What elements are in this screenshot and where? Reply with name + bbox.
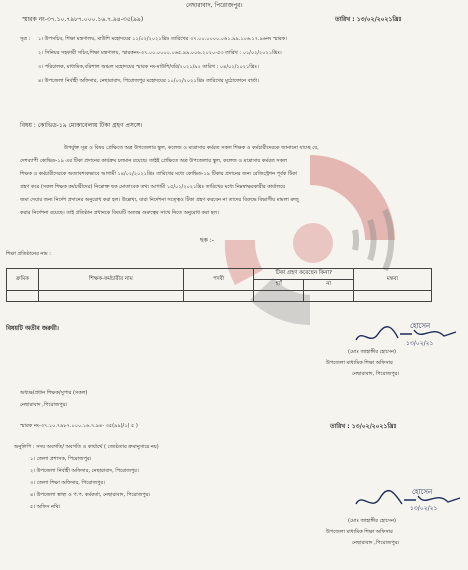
header-place: নেছারাবাদ, পিরোজপুর। — [186, 2, 243, 9]
subject-line: বিষয় : কোভিড-১৯ মোকাবেলায় টিকা গ্রহণ প্রসঙ্গে। — [20, 122, 143, 129]
signature-scribble — [352, 486, 464, 518]
body-line: দেশব্যাপী কোভিড-১৯ এর টিকা প্রদানের কার্যক্রম চলমান রয়েছে। তাইই প্রেক্ষিতে অত্র উপজেলার স্কুল, কলেজ ও মাদ্রাসায় কর্মরত সকল — [20, 158, 287, 164]
signatory-name: (মোঃ জাহাঙ্গীর হোসেন) — [348, 518, 396, 524]
table-cell — [38, 291, 183, 302]
col-vaccine: টিকা গ্রহণ করেছেন কিনা? — [254, 269, 354, 280]
body-line: জমা দেয়ার জন্য নির্দেশ প্রদানের অনুরোধ করা হল। উল্লেখ্য, যারা নির্দেশনা সত্ত্বেও টিকা গ্রহণ করবেন না তাদের বিরুদ্ধে বিভাগীয় মামলা রুজু — [20, 197, 299, 203]
table-title: ছক :- — [200, 237, 214, 244]
signature-handwriting: হোসেন — [412, 488, 433, 496]
table-cell — [254, 291, 304, 302]
copy-item: ২। উপজেলা নির্বাহী অফিসার, নেছারাবাদ, পিরোজপুর। — [30, 468, 139, 474]
reference-item: ৩। পরিচালক, মাধ্যমিক,বরিশাল অঞ্চল মহোদয়ের স্মারক নং-মাউশি/বরি/২০২১/৯২ তারিখ : ০৪/০২/২০২১খ্রিঃ। — [38, 64, 259, 70]
staff-table — [6, 268, 432, 302]
body-line: গ্রহণ করে (সকল শিক্ষক কর্মচারীদের) নিম্নোক্ত ছক মোতাবেক তথ্য আগামী ১৫/০২/২০২১খ্রিঃ তারিখের মধ্যে নিম্নস্বাক্ষরকারীর কার্যালয়ে — [20, 184, 286, 190]
signature-scribble — [352, 320, 462, 352]
memo-ref: স্মারক নং-৩৭.১০.৭৯৮৭.০০০.১৬.৭.৯৪-৩৫(৯৯) — [22, 16, 144, 23]
col-remarks: মন্তব্য — [354, 269, 432, 291]
col-serial: ক্রমিক — [7, 269, 39, 291]
memo-date: তারিখ : ১৩/০২/২০২১খ্রিঃ — [335, 16, 402, 23]
recipient-line: অধ্যক্ষ/প্রধান শিক্ষক/সুপার (সকল) — [20, 390, 88, 396]
signature-date: ১৩/০২/২১ — [406, 340, 434, 347]
copy-item: ৪। উপজেলা স্বাস্থ্য ও প.প. কর্মকর্তা, নেছারাবাদ, পিরোজপুর। — [30, 492, 151, 498]
table-cell — [7, 291, 39, 302]
memo2-date: তারিখ : ১৩/০২/২০২১খ্রিঃ — [330, 423, 397, 430]
recipient-line: নেছারাবাদ ,পিরোজপুর। — [20, 402, 68, 408]
table-cell — [354, 291, 432, 302]
copy-intro: অনুলিপি : সদয় অবগতি/ অবগতি ও কার্যার্থে ( জ্যেষ্ঠতার ক্রমানুসারে নয়) — [14, 444, 159, 450]
copy-item: ৩। জেলা শিক্ষা অফিসার, পিরোজপুর। — [30, 480, 105, 486]
signatory-place: নেছারাবাদ, পিরোজপুর। — [352, 371, 400, 377]
table-row — [7, 291, 432, 302]
body-line: শিক্ষক ও কর্মচারীদেরকে অত্যাবশ্যকভাবে আগামী ১৪/০২/২০২১খ্রিঃ তারিখের মধ্যে কোভিড-১৯ টিকার প্রদানের জন্য রেজিস্ট্রেশন পূর্বক টিকা — [20, 171, 298, 177]
table-header-row — [7, 269, 432, 280]
signatory-place: নেছারাবাদ ,পিরোজপুর। — [352, 540, 400, 546]
col-name: শিক্ষক-কর্মচারীর নাম — [38, 269, 183, 291]
signature-date: ১৩/০২/২১ — [410, 505, 438, 512]
body-line: উপর্যুক্ত সূত্র ও বিষয় প্রেক্ষিতে অত্র উপজেলার স্কুল, কলেজ ও মাদ্রাসায় কর্মরত সকল শিক্ষক ও কর্মচারীদেরকে জানানো যাচ্ছে যে, — [64, 145, 319, 151]
reference-item: ৪। উপজেলা নির্বাহী অফিসার, নেছারাবাদ, পিরোজপুর মহোদয়ের ১০/০২/২০২১খ্রিঃ তারিখের মুঠোফোনে বার্তা। — [38, 78, 259, 84]
reference-item: ২। সিনিয়র সহকারী সচিব,শিক্ষা মন্ত্রণালয়, স্মারকনং-৩৭.০০.০০০০.০৬৫.৯৯.০০৬.২০২০-৫৩ তারিখ : ০১/০২/২০২১খ্রিঃ। — [38, 50, 282, 56]
table-cell — [183, 291, 254, 302]
col-no: না — [304, 280, 354, 291]
signatory-title: উপজেলা মাধ্যমিক শিক্ষা অফিসার — [326, 360, 393, 366]
signatory-name: (মোঃ জাহাঙ্গীর হোসেন) — [348, 349, 396, 355]
watermark-logo — [205, 135, 415, 345]
memo2-ref: স্মারক নং-৩৭.১০.৭৯৮৭.০০০.১৬.৭.৯৪- ৩৫(৯৯)/১( ৫ ) — [20, 423, 138, 429]
copy-item: ৫। অফিস নথি। — [30, 504, 61, 510]
references-label: সূত্র : — [20, 36, 31, 42]
institution-label: শিক্ষা প্রতিষ্ঠানের নাম : — [6, 251, 51, 257]
col-yes: হ্যাঁ — [254, 280, 304, 291]
reference-item: ১। উপসচিব, শিক্ষা মন্ত্রণালয়, মাউশি মহোদয়ের ১১/০২/২০২১খ্রিঃ তারিখের ৩৭.০০.০০০০.০৬১.৯৯.১০৬.১৭.৯৬নং স্মারক। — [38, 36, 287, 42]
body-line: করার নির্দেশনা রয়েছে। তাই প্রতিষ্ঠান প্রধানকে বিষয়টি অত্যন্ত গুরুত্বের সাথে নিতে অনুরোধ করা হল। — [20, 210, 219, 216]
table-cell — [304, 291, 354, 302]
signature-handwriting: হোসেন — [410, 322, 431, 330]
copy-item: ১। জেলা প্রশাসক, পিরোজপুর। — [30, 456, 92, 462]
col-designation: পদবী — [183, 269, 254, 291]
urgent-note: বিষয়টি অতীব জরুরী। — [6, 325, 59, 332]
signatory-title: উপজেলা মাধ্যমিক শিক্ষা অফিসার — [326, 529, 393, 535]
